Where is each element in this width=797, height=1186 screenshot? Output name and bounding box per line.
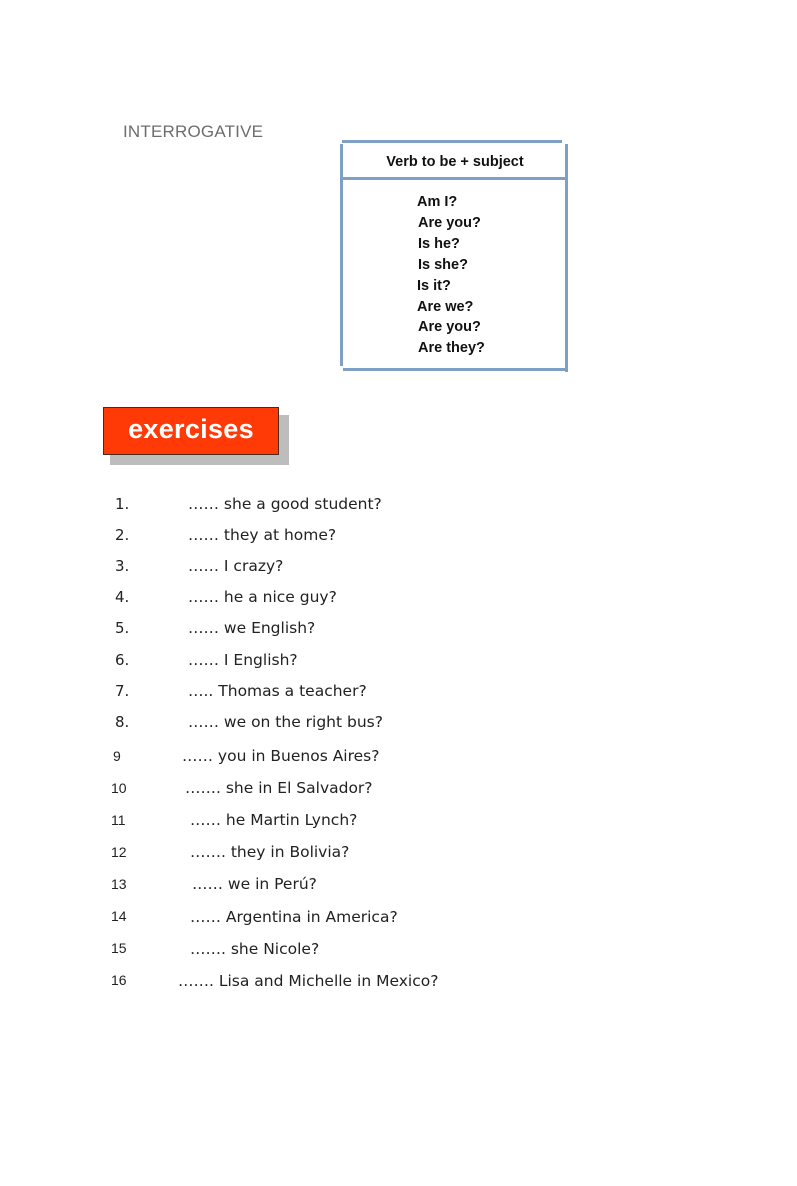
- exercise-text: …… they at home?: [188, 526, 337, 544]
- verb-form: Are we?: [417, 299, 474, 315]
- table-border-bottom: [343, 368, 568, 371]
- exercise-number: 12: [111, 844, 127, 860]
- exercises-banner-label: exercises: [128, 413, 254, 444]
- exercise-text: …… Argentina in America?: [190, 908, 398, 926]
- verb-table: [340, 140, 568, 372]
- exercise-number: 14: [111, 908, 127, 924]
- verb-form: Am I?: [417, 194, 458, 210]
- exercise-text: …… we English?: [188, 619, 316, 637]
- exercise-text: ……. Lisa and Michelle in Mexico?: [178, 972, 439, 990]
- verb-form: Are they?: [418, 340, 485, 356]
- verb-form: Are you?: [418, 215, 481, 231]
- exercise-number: 7.: [115, 682, 130, 700]
- exercise-text: …… she a good student?: [188, 495, 382, 513]
- exercise-number: 11: [111, 812, 126, 828]
- exercises-banner: [103, 407, 279, 455]
- exercise-text: ……. she in El Salvador?: [185, 779, 373, 797]
- exercise-text: …… you in Buenos Aires?: [182, 747, 380, 765]
- exercise-number: 2.: [115, 526, 130, 544]
- verb-form: Is he?: [418, 236, 460, 252]
- table-header: Verb to be + subject: [386, 154, 524, 170]
- verb-form: Is she?: [418, 257, 468, 273]
- exercise-number: 16: [111, 972, 127, 988]
- exercise-number: 3.: [115, 557, 130, 575]
- exercise-text: ….. Thomas a teacher?: [188, 682, 367, 700]
- exercise-text: …… we on the right bus?: [188, 713, 383, 731]
- exercise-number: 5.: [115, 619, 130, 637]
- exercise-number: 6.: [115, 651, 130, 669]
- exercise-number: 13: [111, 876, 127, 892]
- table-border-top: [342, 140, 562, 143]
- exercise-text: …… he a nice guy?: [188, 588, 337, 606]
- section-title: INTERROGATIVE: [123, 122, 264, 141]
- exercise-number: 8.: [115, 713, 130, 731]
- exercise-text: ……. they in Bolivia?: [190, 843, 350, 861]
- exercise-number: 4.: [115, 588, 130, 606]
- exercise-text: …… I English?: [188, 651, 298, 669]
- verb-form: Is it?: [417, 278, 451, 294]
- exercise-text: …… he Martin Lynch?: [190, 811, 358, 829]
- exercise-number: 15: [111, 940, 127, 956]
- verb-form: Are you?: [418, 319, 481, 335]
- exercise-number: 10: [111, 780, 127, 796]
- table-header-divider: [342, 177, 567, 180]
- exercise-text: …… I crazy?: [188, 557, 284, 575]
- exercise-number: 1.: [115, 495, 130, 513]
- exercise-text: ……. she Nicole?: [190, 940, 320, 958]
- exercise-number: 9: [113, 748, 121, 764]
- exercise-text: …… we in Perú?: [192, 875, 317, 893]
